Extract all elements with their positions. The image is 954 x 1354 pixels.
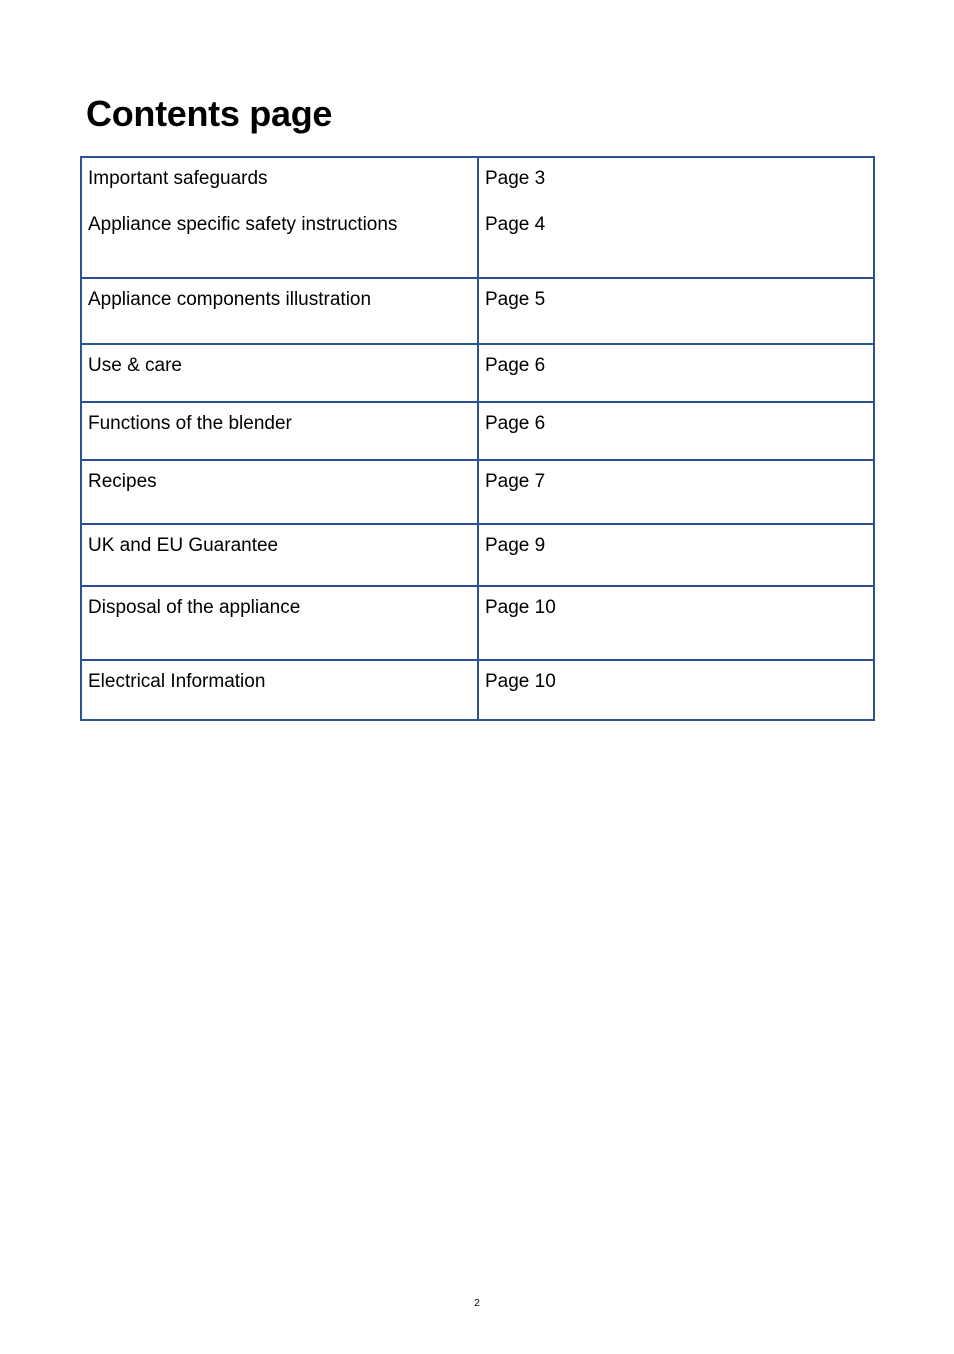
table-row <box>81 460 874 524</box>
toc-page-cell <box>478 524 874 586</box>
toc-page-cell <box>478 586 874 660</box>
table-row <box>81 278 874 344</box>
toc-entry-label: Appliance specific safety instructions <box>88 214 398 235</box>
toc-entry-cell <box>81 524 478 586</box>
table-row <box>81 660 874 720</box>
toc-page-ref: Page 9 <box>485 535 546 556</box>
table-row <box>81 344 874 402</box>
toc-page-ref: Page 3 <box>485 168 546 189</box>
table-row <box>81 586 874 660</box>
table-row <box>81 402 874 460</box>
contents-table <box>80 156 875 721</box>
toc-entry-label: Electrical Information <box>88 671 266 692</box>
table-row <box>81 524 874 586</box>
toc-entry-cell <box>81 586 478 660</box>
toc-entry-cell <box>81 660 478 720</box>
toc-page-ref: Page 10 <box>485 671 556 692</box>
toc-entry-cell <box>81 278 478 344</box>
toc-entry-label: UK and EU Guarantee <box>88 535 279 556</box>
toc-page-cell <box>478 157 874 278</box>
toc-page-ref: Page 4 <box>485 214 546 235</box>
toc-entry-label: Disposal of the appliance <box>88 597 301 618</box>
toc-page-ref: Page 6 <box>485 355 546 376</box>
toc-entry-cell <box>81 344 478 402</box>
toc-entry-cell <box>81 402 478 460</box>
toc-entry-cell <box>81 157 478 278</box>
toc-page-cell <box>478 660 874 720</box>
toc-page-cell <box>478 402 874 460</box>
toc-entry-label: Appliance components illustration <box>88 289 372 310</box>
toc-entry-cell <box>81 460 478 524</box>
toc-page-cell <box>478 278 874 344</box>
toc-page-ref: Page 7 <box>485 471 546 492</box>
toc-page-cell <box>478 460 874 524</box>
toc-entry-label: Use & care <box>88 355 182 376</box>
toc-entry-label: Functions of the blender <box>88 413 292 434</box>
page-number: 2 <box>474 1298 480 1309</box>
page-title: Contents page <box>86 93 333 134</box>
toc-entry-label: Important safeguards <box>88 168 268 189</box>
table-row <box>81 157 874 278</box>
toc-page-ref: Page 5 <box>485 289 546 310</box>
toc-page-cell <box>478 344 874 402</box>
toc-page-ref: Page 10 <box>485 597 556 618</box>
toc-entry-label: Recipes <box>88 471 157 492</box>
toc-page-ref: Page 6 <box>485 413 546 434</box>
